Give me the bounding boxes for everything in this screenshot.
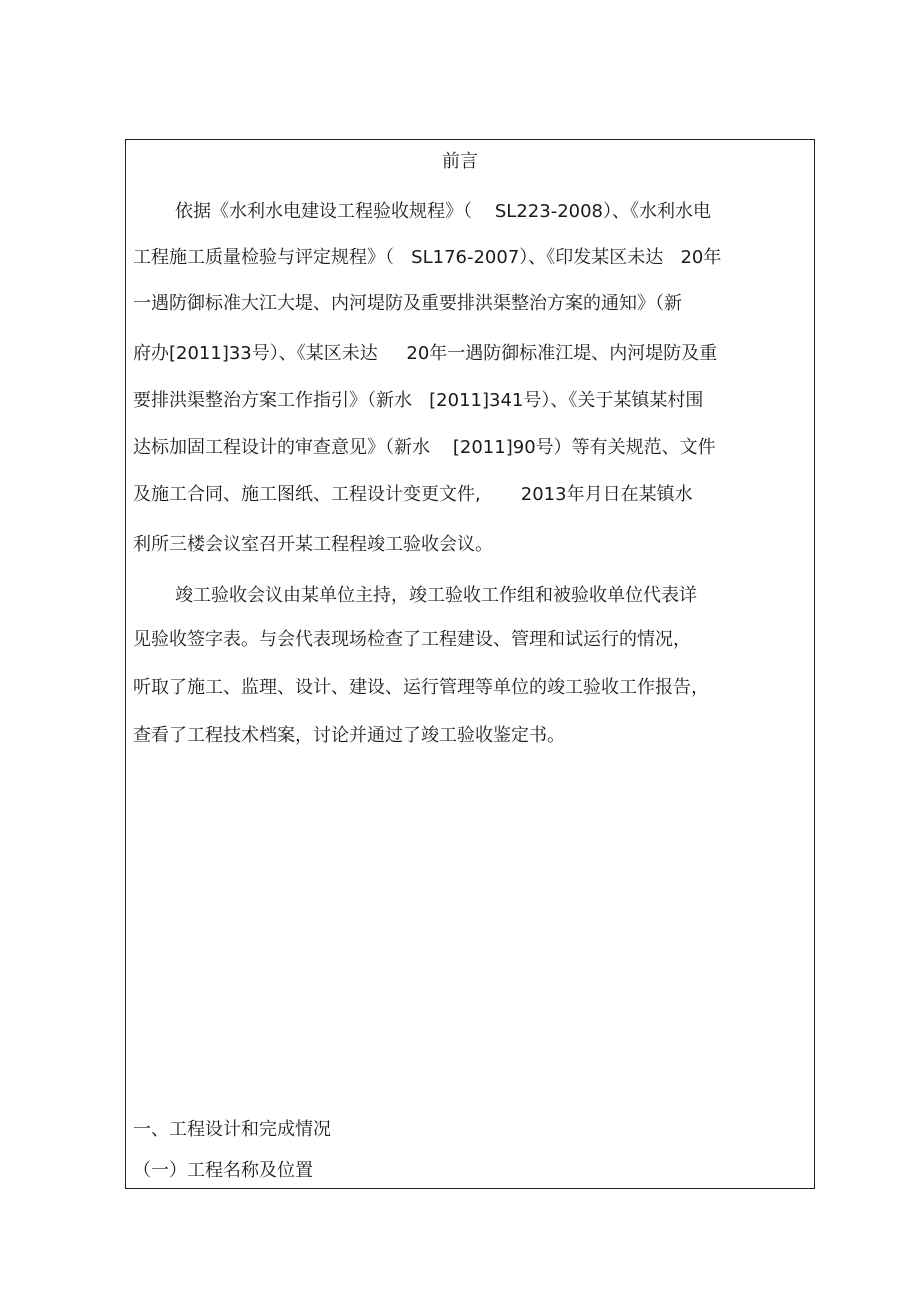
paragraph-1-line-1: 依据《水利水电建设工程验收规程》（ SL223-2008）、《水利水电: [175, 201, 711, 222]
section-heading: 一、工程设计和完成情况: [133, 1119, 331, 1140]
paragraph-1-line-3: 一遇防御标准大江大堤、内河堤防及重要排洪渠整治方案的通知》（新: [133, 293, 682, 314]
paragraph-2-line-4: 查看了工程技术档案，讨论并通过了竣工验收鉴定书。: [133, 725, 565, 746]
paragraph-1-line-4: 府办[2011]33号）、《某区未达 20年一遇防御标准江堤、内河堤防及重: [133, 343, 718, 364]
paragraph-1-line-7: 及施工合同、施工图纸、工程设计变更文件, 2013年月日在某镇水: [133, 484, 693, 505]
paragraph-1-line-8: 利所三楼会议室召开某工程程竣工验收会议。: [133, 534, 493, 555]
paragraph-2-line-3: 听取了施工、监理、设计、建设、运行管理等单位的竣工验收工作报告，: [133, 677, 709, 698]
paragraph-2-line-1: 竣工验收会议由某单位主持，竣工验收工作组和被验收单位代表详: [175, 585, 697, 606]
subsection-heading: （一）工程名称及位置: [133, 1160, 313, 1181]
paragraph-1-line-6: 达标加固工程设计的审查意见》（新水 [2011]90号）等有关规范、文件: [133, 437, 716, 458]
paragraph-1-line-5: 要排洪渠整治方案工作指引》（新水 [2011]341号）、《关于某镇某村围: [133, 390, 704, 411]
paragraph-2-line-2: 见验收签字表。与会代表现场检查了工程建设、管理和试运行的情况，: [133, 629, 691, 650]
paragraph-1-line-2: 工程施工质量检验与评定规程》（ SL176-2007）、《印发某区未达 20年: [133, 247, 722, 268]
page-title: 前言: [442, 151, 478, 172]
